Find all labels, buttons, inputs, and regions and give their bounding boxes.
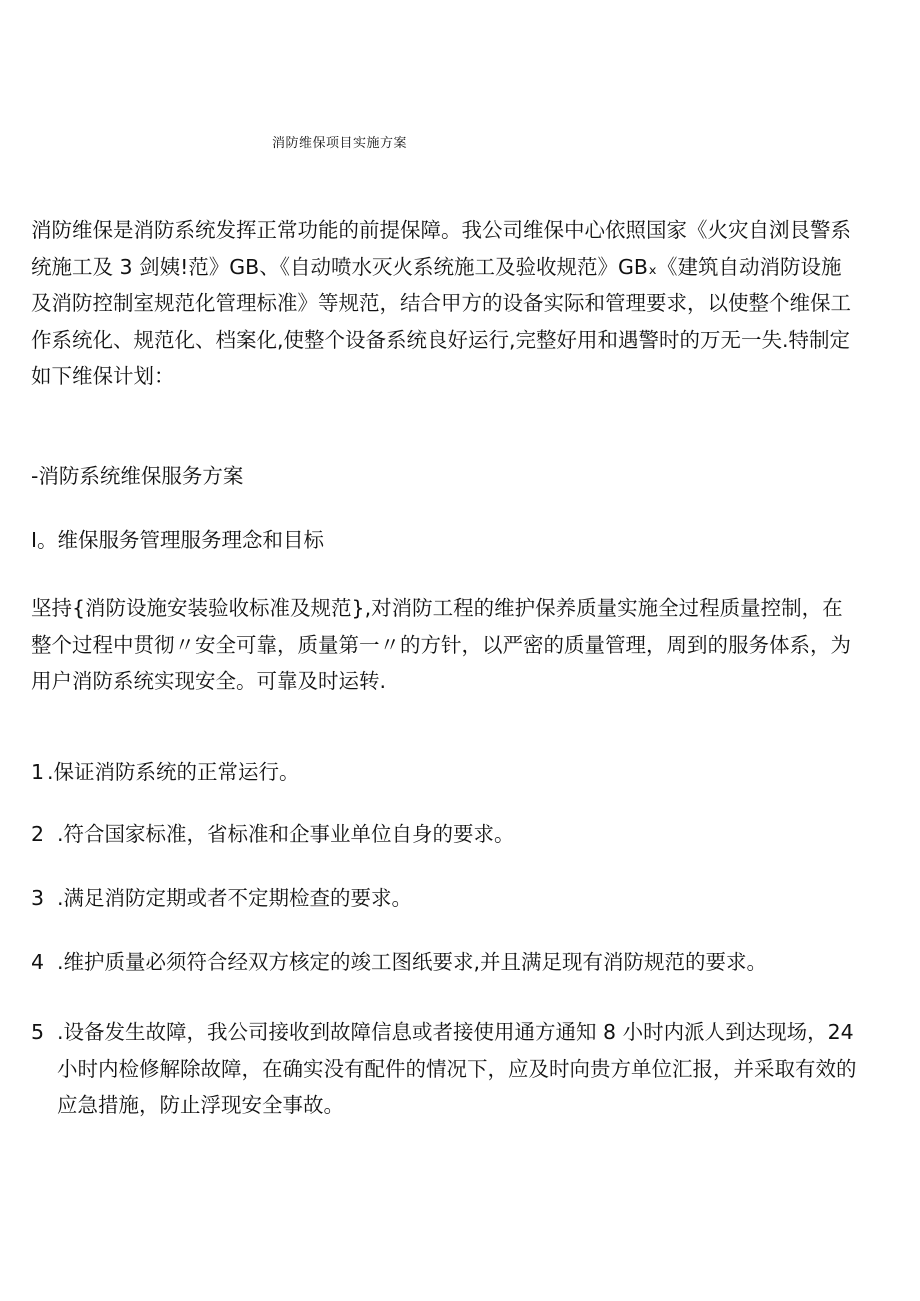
list-item-number: 2: [31, 822, 45, 846]
principle-line: 坚持{消防设施安装验收标准及规范},对消防工程的维护保养质量实施全过程质量控制，在: [31, 596, 843, 620]
list-item-text: .符合国家标准，省标准和企事业单位自身的要求。: [57, 822, 515, 846]
list-item-text: .设备发生故障，我公司接收到故障信息或者接使用通方通知 8 小时内派人到达现场，24: [57, 1020, 854, 1044]
intro-paragraph: [31, 212, 901, 395]
list-item-continuation: 小时内检修解除故障，在确实没有配件的情况下，应及时向贵方单位汇报，并采取有效的: [57, 1056, 857, 1081]
section-heading-concept: [31, 522, 901, 559]
intro-line: 消防维保是消防系统发挥正常功能的前提保障。我公司维保中心依照国家《火灾自浏艮警系: [31, 218, 851, 242]
principle-line: 整个过程中贯彻〃安全可靠，质量第一〃的方针，以严密的质量管理，周到的服务体系，为: [31, 632, 851, 657]
list-item-number: 1: [31, 760, 45, 784]
list-item-text: .维护质量必须符合经双方核定的竣工图纸要求,并且满足现有消防规范的要求。: [57, 950, 768, 974]
intro-line: 如下维保计划：: [31, 364, 175, 388]
intro-line: 及消防控制室规范化管理标准》等规范，结合甲方的设备实际和管理要求，以使整个维保工: [31, 291, 851, 315]
heading-text: I。维保服务管理服务理念和目标: [31, 528, 325, 552]
principle-line: 用户消防系统实现安全。可靠及时运转.: [31, 669, 387, 693]
list-item-number: 3: [31, 886, 45, 910]
section-heading-plan: [31, 458, 901, 495]
list-item-number: 5: [31, 1020, 45, 1044]
heading-text: -消防系统维保服务方案: [31, 464, 244, 488]
list-item-text: .保证消防系统的正常运行。: [47, 760, 300, 784]
list-item-continuation: 应急措施，防止浮现安全事故。: [57, 1093, 344, 1117]
intro-line: 统施工及 3 剑姨!范》GB、《自动喷水灭火系统施工及验收规范》GBₓ《建筑自动消防设施: [31, 254, 842, 279]
intro-line: 作系统化、规范化、档案化,使整个设备系统良好运行,完整好用和遇警时的万无一失.特制定: [31, 327, 851, 352]
list-item-text: .满足消防定期或者不定期检查的要求。: [57, 886, 413, 910]
principle-paragraph: [31, 590, 901, 700]
list-item-number: 4: [31, 950, 45, 974]
document-title: 消防维保项目实施方案: [272, 136, 408, 151]
